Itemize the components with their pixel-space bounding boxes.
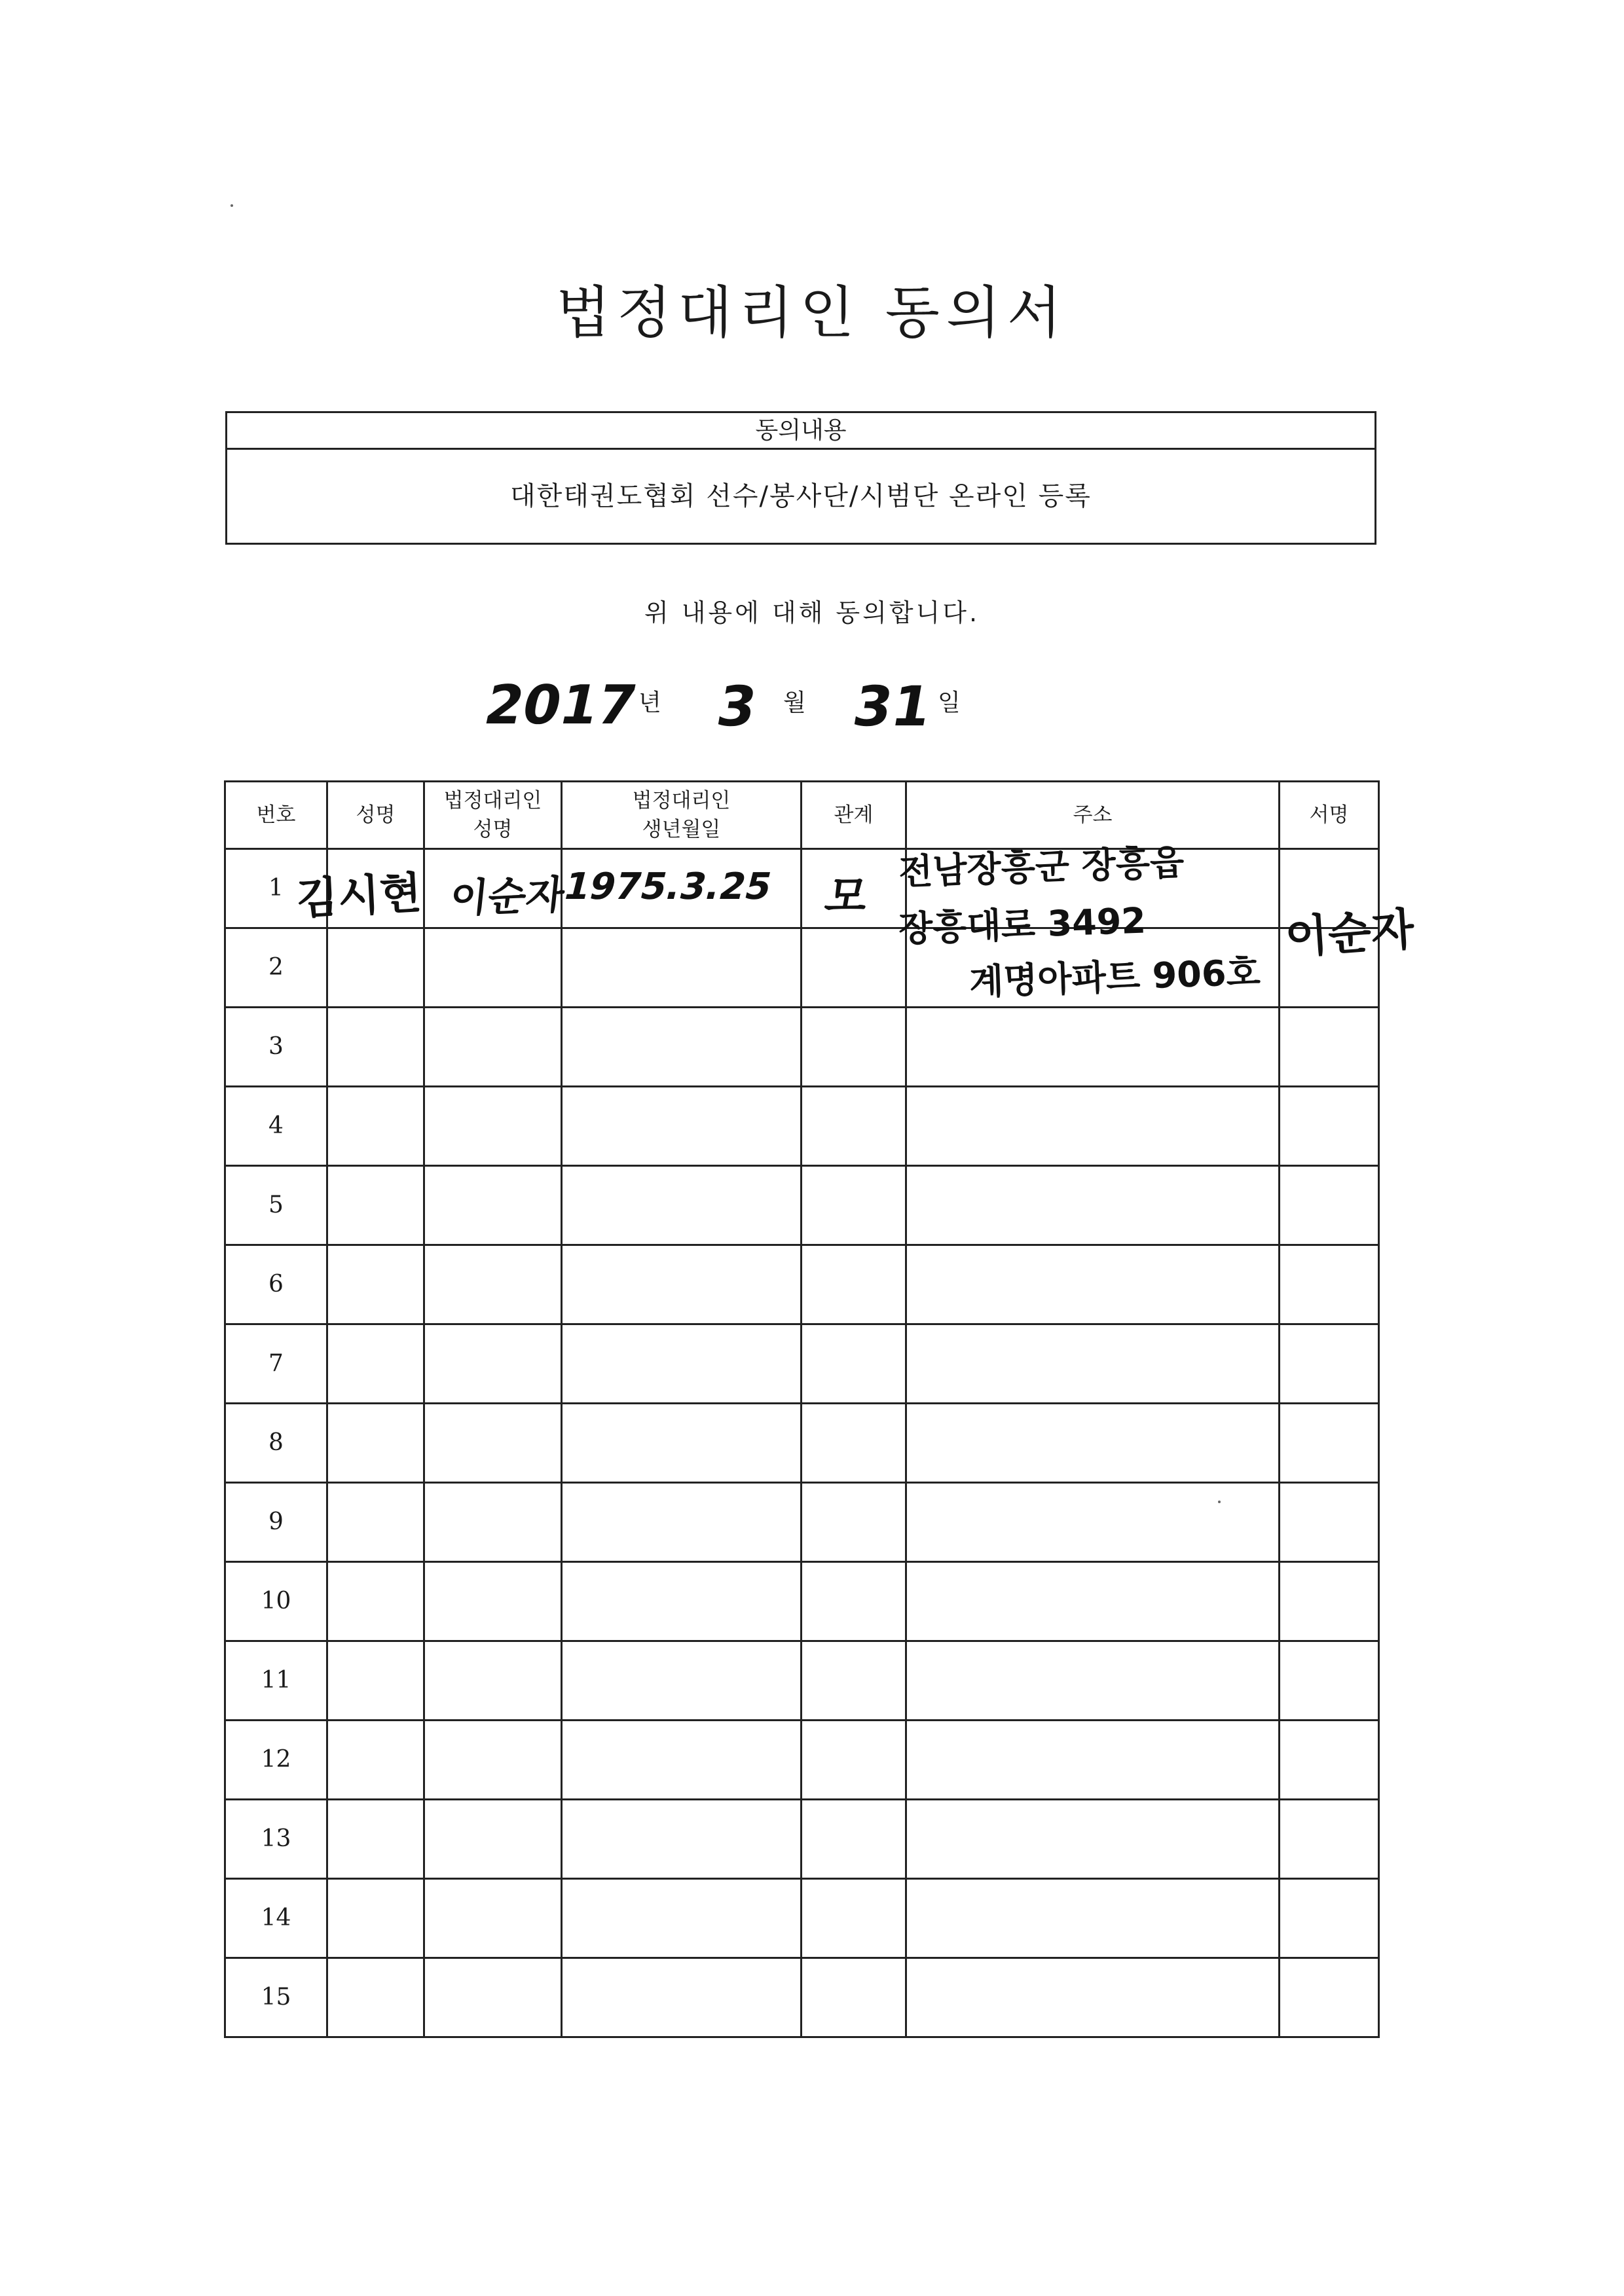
cell-address [906, 849, 1280, 928]
table-row [225, 1641, 1379, 1721]
cell-name [327, 849, 424, 928]
table-row [225, 1245, 1379, 1324]
cell-name [327, 1958, 424, 2037]
header-relation: 관계 [802, 782, 906, 849]
cell-address [906, 1404, 1280, 1483]
row-number: 4 [225, 1087, 327, 1166]
cell-guardian-birth [562, 1562, 802, 1641]
cell-name [327, 1879, 424, 1958]
header-signature: 서명 [1280, 782, 1379, 849]
cell-guardian-name [424, 1562, 562, 1641]
agreement-text: 위 내용에 대해 동의합니다. [644, 598, 980, 627]
cell-name [327, 1324, 424, 1404]
cell-relation [802, 1245, 906, 1324]
cell-guardian-birth [562, 849, 802, 928]
row-number: 8 [225, 1404, 327, 1483]
cell-address [906, 1166, 1280, 1245]
scan-speck [231, 204, 233, 207]
row-number: 10 [225, 1562, 327, 1641]
date-day-unit: 일 [938, 689, 961, 716]
cell-address [906, 1245, 1280, 1324]
header-address: 주소 [906, 782, 1280, 849]
cell-name [327, 1404, 424, 1483]
cell-signature [1280, 1008, 1379, 1087]
cell-guardian-name [424, 1800, 562, 1879]
date-year-unit: 년 [638, 689, 661, 716]
cell-guardian-name [424, 1483, 562, 1562]
cell-signature [1280, 1483, 1379, 1562]
cell-address [906, 1879, 1280, 1958]
row1-address-line1: 전남장흥군 장흥읍 [898, 841, 1185, 893]
row-number: 9 [225, 1483, 327, 1562]
row1-guardian-birth: 1975.3.25 [559, 866, 777, 908]
cell-address [906, 1483, 1280, 1562]
cell-relation [802, 1087, 906, 1166]
date-month: 3 [712, 674, 762, 738]
date-year: 2017 [479, 674, 642, 737]
cell-address [906, 1087, 1280, 1166]
header-name: 성명 [327, 782, 424, 849]
cell-guardian-birth [562, 1324, 802, 1404]
cell-guardian-name [424, 849, 562, 928]
row1-address-line2: 장흥대로 3492 [898, 900, 1147, 950]
cell-guardian-birth [562, 1087, 802, 1166]
cell-signature [1280, 1562, 1379, 1641]
cell-relation [802, 1879, 906, 1958]
row-number: 14 [225, 1879, 327, 1958]
cell-guardian-birth [562, 1404, 802, 1483]
cell-signature [1280, 849, 1379, 928]
cell-guardian-name [424, 1324, 562, 1404]
table-row [225, 1879, 1379, 1958]
table-row [225, 1958, 1379, 2037]
cell-guardian-name [424, 1008, 562, 1087]
row-number: 2 [225, 928, 327, 1008]
cell-signature [1280, 928, 1379, 1008]
cell-relation [802, 1166, 906, 1245]
cell-address [906, 1800, 1280, 1879]
cell-name [327, 1166, 424, 1245]
cell-signature [1280, 1324, 1379, 1404]
cell-guardian-name [424, 928, 562, 1008]
header-guardian-birth-line2: 생년월일 [642, 818, 721, 841]
table-row [225, 1166, 1379, 1245]
table-row [225, 1483, 1379, 1562]
cell-signature [1280, 1245, 1379, 1324]
cell-guardian-birth [562, 928, 802, 1008]
header-number: 번호 [225, 782, 327, 849]
cell-guardian-birth [562, 1958, 802, 2037]
row1-name: 김시현 [295, 867, 423, 924]
cell-address [906, 1641, 1280, 1721]
cell-guardian-name [424, 1721, 562, 1800]
cell-guardian-birth [562, 1483, 802, 1562]
row1-address-line3: 계명아파트 906호 [969, 951, 1261, 1003]
cell-address [906, 1324, 1280, 1404]
cell-name [327, 1008, 424, 1087]
cell-guardian-birth [562, 1879, 802, 1958]
row-number: 11 [225, 1641, 327, 1721]
table-row [225, 1562, 1379, 1641]
cell-address [906, 1008, 1280, 1087]
cell-relation [802, 1404, 906, 1483]
cell-name [327, 1562, 424, 1641]
header-guardian-birth-line1: 법정대리인 [632, 789, 731, 812]
row1-relation: 모 [821, 871, 872, 922]
cell-guardian-name [424, 1641, 562, 1721]
cell-guardian-birth [562, 1245, 802, 1324]
row-number: 6 [225, 1245, 327, 1324]
cell-guardian-birth [562, 1800, 802, 1879]
cell-signature [1280, 1166, 1379, 1245]
cell-relation [802, 1483, 906, 1562]
cell-address [906, 1958, 1280, 2037]
table-row [225, 1800, 1379, 1879]
cell-name [327, 1483, 424, 1562]
cell-relation [802, 928, 906, 1008]
table-row [225, 1404, 1379, 1483]
cell-name [327, 1087, 424, 1166]
document-title: 법정대리인 동의서 [556, 280, 1068, 346]
cell-relation [802, 1958, 906, 2037]
guardian-table [224, 780, 1380, 2038]
cell-relation [802, 1641, 906, 1721]
cell-signature [1280, 1879, 1379, 1958]
table-row [225, 849, 1379, 928]
cell-relation [802, 1721, 906, 1800]
cell-guardian-name [424, 1087, 562, 1166]
cell-signature [1280, 1404, 1379, 1483]
cell-guardian-name [424, 1879, 562, 1958]
cell-address [906, 1721, 1280, 1800]
row1-guardian-name: 이순자 [447, 871, 567, 922]
header-guardian-name-line1: 법정대리인 [443, 789, 542, 812]
cell-guardian-name [424, 1404, 562, 1483]
table-row [225, 1721, 1379, 1800]
table-row [225, 928, 1379, 1008]
cell-guardian-name [424, 1958, 562, 2037]
cell-signature [1280, 1721, 1379, 1800]
row-number: 5 [225, 1166, 327, 1245]
consent-header: 동의내용 [227, 413, 1375, 450]
row-number: 12 [225, 1721, 327, 1800]
table-header-row [225, 782, 1379, 849]
consent-body: 대한태권도협회 선수/봉사단/시범단 온라인 등록 [510, 481, 1092, 511]
table-row [225, 1087, 1379, 1166]
cell-guardian-birth [562, 1166, 802, 1245]
header-guardian-name [424, 782, 562, 849]
cell-signature [1280, 1641, 1379, 1721]
cell-relation [802, 849, 906, 928]
row-number: 3 [225, 1008, 327, 1087]
cell-guardian-birth [562, 1641, 802, 1721]
cell-name [327, 928, 424, 1008]
table-row [225, 1008, 1379, 1087]
cell-relation [802, 1008, 906, 1087]
consent-box [225, 411, 1376, 545]
cell-name [327, 1245, 424, 1324]
cell-signature [1280, 1958, 1379, 2037]
row-number: 13 [225, 1800, 327, 1879]
cell-signature [1280, 1087, 1379, 1166]
cell-name [327, 1800, 424, 1879]
table-row [225, 1324, 1379, 1404]
cell-guardian-birth [562, 1721, 802, 1800]
date-month-unit: 월 [783, 689, 806, 716]
cell-name [327, 1641, 424, 1721]
cell-relation [802, 1562, 906, 1641]
header-guardian-birth [562, 782, 802, 849]
row-number: 15 [225, 1958, 327, 2037]
row1-signature: 이순자 [1283, 903, 1416, 964]
cell-relation [802, 1324, 906, 1404]
cell-guardian-name [424, 1166, 562, 1245]
cell-relation [802, 1800, 906, 1879]
cell-address [906, 928, 1280, 1008]
cell-name [327, 1721, 424, 1800]
cell-guardian-birth [562, 1008, 802, 1087]
row-number: 7 [225, 1324, 327, 1404]
date-day: 31 [848, 674, 936, 738]
cell-signature [1280, 1800, 1379, 1879]
cell-guardian-name [424, 1245, 562, 1324]
cell-address [906, 1562, 1280, 1641]
header-guardian-name-line2: 성명 [473, 818, 513, 841]
row-number: 1 [225, 849, 327, 928]
